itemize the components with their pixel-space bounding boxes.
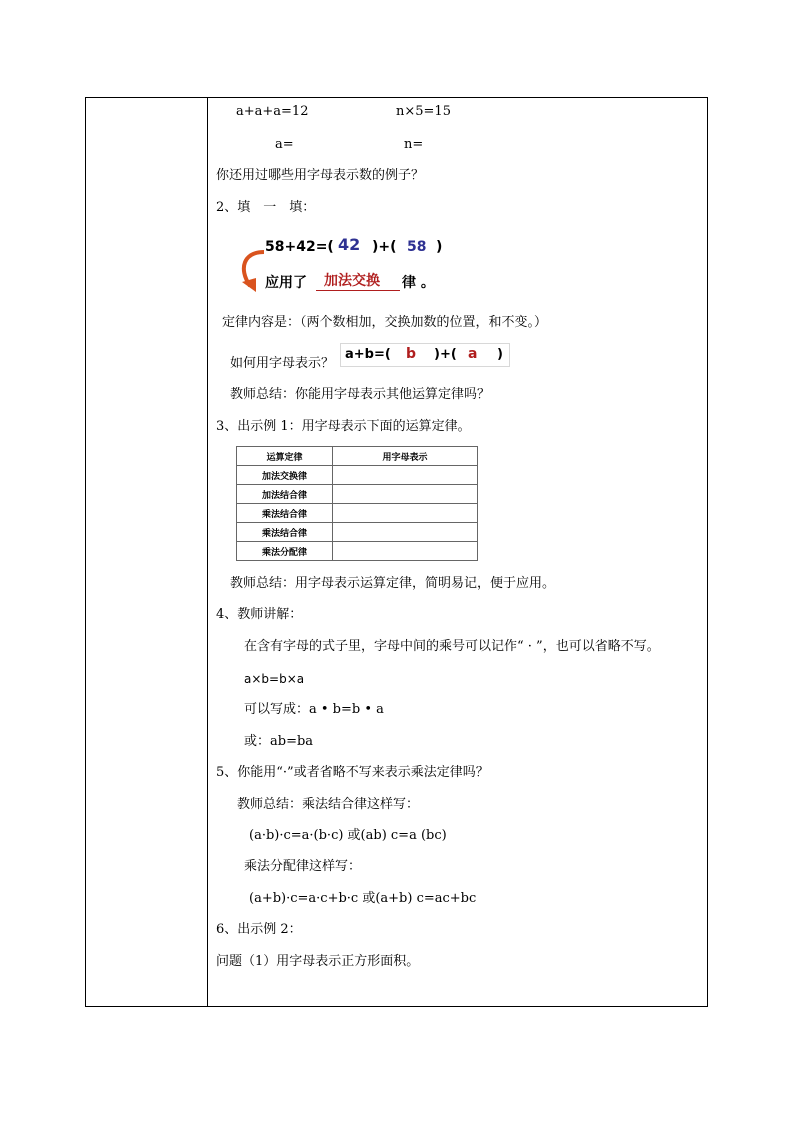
table-cell-empty [333, 523, 478, 542]
blank-42: 42 [338, 235, 361, 254]
table-cell-empty [333, 485, 478, 504]
example-omit: 或：ab=ba [244, 734, 314, 749]
explanation-heading: 4、教师讲解： [216, 607, 303, 622]
table-header-row [237, 447, 478, 466]
law-table [236, 446, 478, 561]
example-multiply: a×b=b×a [244, 672, 305, 686]
example1-heading: 3、出示例 1：用字母表示下面的运算定律。 [216, 419, 471, 434]
equation-prefix: 58+42=( [265, 239, 334, 255]
answer-a: a= [275, 137, 294, 152]
letter-prefix: a+b=( [345, 347, 391, 362]
equation-a: a+a+a=12 [236, 104, 309, 119]
fill-in-heading: 2、填 一 填： [216, 200, 316, 215]
example-question: 你还用过哪些用字母表示数的例子？ [216, 168, 425, 183]
table-row [237, 523, 478, 542]
distributive-title: 乘法分配律这样写： [244, 859, 362, 874]
teacher-summary-1: 教师总结：你能用字母表示其他运算定律吗？ [230, 387, 491, 402]
table-cell-empty [333, 504, 478, 523]
table-row [237, 485, 478, 504]
example-dot: 可以写成：a • b=b • a [244, 702, 384, 717]
applied-suffix: 律 。 [402, 275, 435, 291]
curved-arrow-icon [236, 248, 268, 294]
blank-a: a [468, 346, 478, 362]
table-cell: 乘法结合律 [237, 523, 333, 542]
column-divider [207, 97, 208, 1007]
table-cell-empty [333, 466, 478, 485]
table-cell: 乘法结合律 [237, 504, 333, 523]
table-header: 用字母表示 [333, 447, 478, 466]
table-header: 运算定律 [237, 447, 333, 466]
equation-end: ) [436, 239, 443, 255]
applied-law: 加法交换 [324, 273, 380, 289]
teacher-summary-3: 教师总结：乘法结合律这样写： [237, 797, 420, 812]
equation-mid: )+( [372, 239, 397, 255]
table-cell: 加法结合律 [237, 485, 333, 504]
square-area-problem: 问题（1）用字母表示正方形面积。 [216, 954, 420, 969]
explanation-paragraph: 在含有字母的式子里，字母中间的乘号可以记作“ · ”，也可以省略不写。 [244, 639, 660, 654]
table-cell: 乘法分配律 [237, 542, 333, 561]
letter-question: 如何用字母表示？ [230, 356, 335, 371]
associative-law: (a·b)·c=a·(b·c) 或(ab) c=a (bc) [249, 828, 447, 843]
blank-b: b [406, 346, 417, 362]
example2-heading: 6、出示例 2： [216, 922, 302, 937]
equation-n: n×5=15 [396, 104, 451, 119]
blank-58: 58 [407, 239, 427, 255]
table-cell-empty [333, 542, 478, 561]
applied-prefix: 应用了 [265, 275, 307, 291]
distributive-law: (a+b)·c=a·c+b·c 或(a+b) c=ac+bc [249, 891, 477, 906]
law-underline [316, 290, 400, 291]
table-row [237, 504, 478, 523]
table-row [237, 542, 478, 561]
law-content: 定律内容是：（两个数相加，交换加数的位置，和不变。） [222, 315, 548, 330]
question-5: 5、你能用“·”或者省略不写来表示乘法定律吗？ [216, 765, 489, 780]
table-row [237, 466, 478, 485]
answer-n: n= [404, 137, 424, 152]
letter-end: ) [497, 347, 503, 362]
teacher-summary-2: 教师总结：用字母表示运算定律，简明易记，便于应用。 [230, 576, 556, 591]
letter-mid: )+( [434, 347, 457, 362]
table-cell: 加法交换律 [237, 466, 333, 485]
